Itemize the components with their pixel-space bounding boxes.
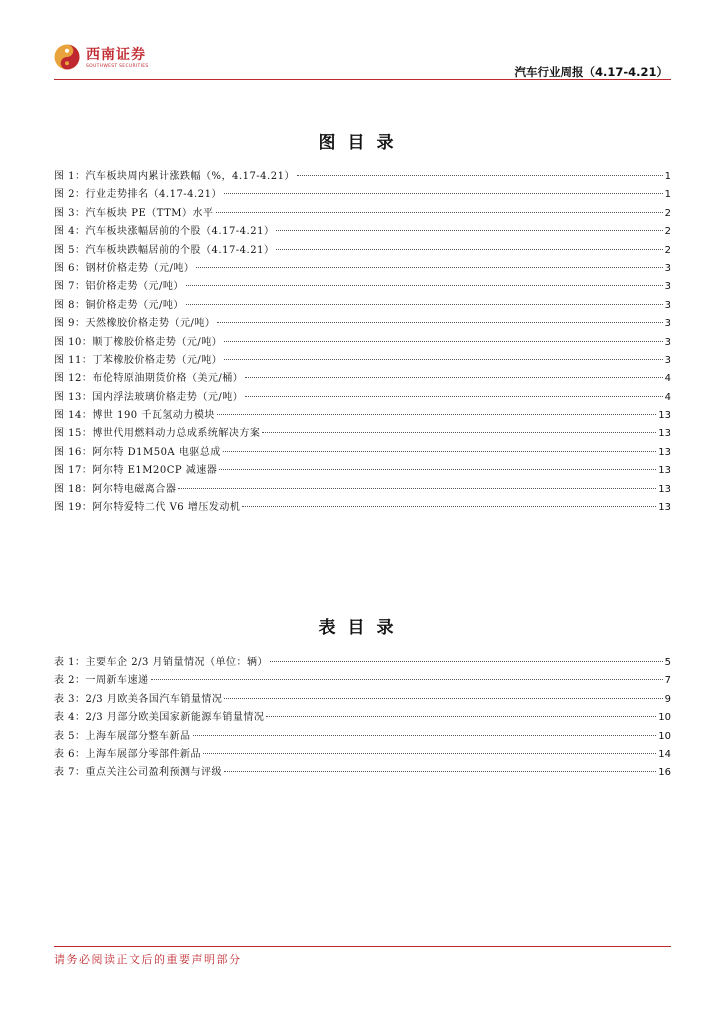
- toc-dot-leader: [186, 303, 663, 305]
- toc-entry-page: 16: [658, 767, 671, 779]
- table-toc-heading: 表目录: [318, 618, 406, 638]
- toc-dot-leader: [151, 678, 663, 680]
- toc-entry-page: 1: [664, 171, 671, 182]
- toc-entry-label: 图 10：顺丁橡胶价格走势（元/吨）: [54, 336, 223, 348]
- logo-chinese-name: 西南证券: [86, 47, 146, 63]
- toc-dot-leader: [297, 174, 663, 176]
- toc-entry-label: 图 4：汽车板块涨幅居前的个股（4.17-4.21）: [54, 226, 275, 238]
- toc-dot-leader: [245, 376, 662, 378]
- toc-entry[interactable]: [54, 278, 671, 296]
- toc-entry-label: 图 9：天然橡胶价格走势（元/吨）: [54, 318, 216, 330]
- toc-entry[interactable]: [54, 709, 671, 727]
- toc-entry-page: 13: [658, 483, 671, 495]
- toc-entry[interactable]: [54, 654, 671, 672]
- toc-entry-label: 图 15：博世代用燃料动力总成系统解决方案: [54, 428, 261, 440]
- toc-entry-page: 14: [658, 748, 671, 760]
- toc-entry[interactable]: [54, 764, 671, 782]
- toc-entry-page: 3: [664, 318, 671, 330]
- toc-entry[interactable]: [54, 205, 671, 223]
- toc-entry-label: 图 7：铝价格走势（元/吨）: [54, 281, 184, 293]
- toc-dot-leader: [245, 395, 662, 397]
- toc-entry-page: 3: [664, 354, 671, 366]
- toc-dot-leader: [224, 770, 656, 772]
- toc-dot-leader: [203, 752, 656, 754]
- toc-dot-leader: [223, 450, 656, 452]
- toc-entry-page: 3: [664, 281, 671, 293]
- toc-entry-page: 13: [658, 446, 671, 458]
- toc-entry[interactable]: [54, 168, 671, 186]
- page-header: [0, 0, 724, 82]
- toc-entry[interactable]: [54, 407, 671, 425]
- toc-entry[interactable]: [54, 389, 671, 407]
- report-title: 汽车行业周报（4.17-4.21）: [514, 65, 668, 79]
- toc-entry-page: 13: [658, 465, 671, 477]
- company-logo: [54, 44, 154, 74]
- toc-entry[interactable]: [54, 672, 671, 690]
- figure-toc-heading: 图目录: [318, 133, 406, 153]
- toc-entry-page: 2: [664, 226, 671, 238]
- toc-entry-page: 2: [664, 244, 671, 256]
- toc-entry-page: 2: [664, 207, 671, 219]
- toc-dot-leader: [224, 192, 663, 194]
- table-toc-list: [54, 654, 671, 783]
- toc-dot-leader: [217, 321, 662, 323]
- toc-entry-page: 13: [658, 428, 671, 440]
- figure-toc-list: [54, 168, 671, 517]
- toc-entry-label: 图 11：丁苯橡胶价格走势（元/吨）: [54, 354, 223, 366]
- toc-entry[interactable]: [54, 315, 671, 333]
- toc-dot-leader: [196, 266, 662, 268]
- toc-entry-label: 表 2：一周新车速递: [54, 675, 149, 687]
- toc-entry[interactable]: [54, 352, 671, 370]
- toc-dot-leader: [266, 715, 656, 717]
- toc-dot-leader: [224, 340, 662, 342]
- toc-dot-leader: [224, 358, 662, 360]
- footer-disclaimer: 请务必阅读正文后的重要声明部分: [54, 953, 242, 966]
- toc-entry-page: 9: [664, 693, 671, 705]
- toc-entry-page: 3: [664, 299, 671, 311]
- toc-dot-leader: [262, 431, 656, 433]
- toc-entry[interactable]: [54, 186, 671, 204]
- header-divider: [54, 79, 671, 80]
- toc-entry-label: 表 1：主要车企 2/3 月销量情况（单位：辆）: [54, 657, 268, 668]
- toc-entry-page: 4: [664, 391, 671, 403]
- toc-entry-label: 表 7：重点关注公司盈利预测与评级: [54, 767, 223, 779]
- toc-dot-leader: [216, 211, 663, 213]
- toc-entry-label: 图 1：汽车板块周内累计涨跌幅（%，4.17-4.21）: [54, 171, 295, 182]
- toc-entry[interactable]: [54, 334, 671, 352]
- toc-entry-page: 5: [664, 657, 671, 668]
- toc-entry-label: 图 2：行业走势排名（4.17-4.21）: [54, 189, 222, 201]
- toc-entry[interactable]: [54, 260, 671, 278]
- toc-entry-label: 图 19：阿尔特爱特二代 V6 增压发动机: [54, 502, 241, 514]
- toc-entry-page: 1: [664, 189, 671, 201]
- toc-entry-page: 4: [664, 373, 671, 385]
- logo-emblem-icon: [54, 44, 80, 70]
- toc-entry-label: 图 5：汽车板块跌幅居前的个股（4.17-4.21）: [54, 244, 275, 256]
- toc-entry-page: 7: [664, 675, 671, 687]
- toc-entry[interactable]: [54, 425, 671, 443]
- toc-entry[interactable]: [54, 462, 671, 480]
- toc-entry[interactable]: [54, 481, 671, 499]
- toc-entry-page: 10: [658, 712, 671, 724]
- toc-entry[interactable]: [54, 242, 671, 260]
- toc-entry-page: 13: [658, 502, 671, 514]
- toc-entry[interactable]: [54, 444, 671, 462]
- toc-entry[interactable]: [54, 223, 671, 241]
- toc-dot-leader: [193, 734, 657, 736]
- toc-dot-leader: [224, 697, 662, 699]
- toc-entry[interactable]: [54, 370, 671, 388]
- toc-entry-label: 图 6：钢材价格走势（元/吨）: [54, 262, 195, 274]
- toc-entry[interactable]: [54, 297, 671, 315]
- toc-entry[interactable]: [54, 499, 671, 517]
- toc-entry-label: 图 16：阿尔特 D1M50A 电驱总成: [54, 446, 221, 458]
- toc-entry-label: 图 3：汽车板块 PE（TTM）水平: [54, 207, 214, 219]
- toc-entry-label: 表 4：2/3 月部分欧美国家新能源车销量情况: [54, 712, 265, 724]
- toc-entry-label: 图 14：博世 190 千瓦氢动力模块: [54, 410, 215, 422]
- toc-entry[interactable]: [54, 746, 671, 764]
- toc-dot-leader: [270, 660, 663, 662]
- toc-entry-label: 图 17：阿尔特 E1M20CP 减速器: [54, 465, 218, 477]
- toc-dot-leader: [276, 248, 662, 250]
- toc-entry-label: 图 8：铜价格走势（元/吨）: [54, 299, 184, 311]
- toc-dot-leader: [242, 505, 656, 507]
- toc-entry-label: 图 13：国内浮法玻璃价格走势（元/吨）: [54, 391, 244, 403]
- toc-dot-leader: [178, 487, 656, 489]
- toc-entry[interactable]: [54, 728, 671, 746]
- toc-dot-leader: [217, 413, 656, 415]
- toc-entry-label: 表 3：2/3 月欧美各国汽车销量情况: [54, 693, 223, 705]
- toc-dot-leader: [186, 284, 663, 286]
- toc-entry-page: 3: [664, 336, 671, 348]
- toc-dot-leader: [276, 229, 662, 231]
- toc-dot-leader: [219, 468, 656, 470]
- toc-entry-page: 10: [658, 730, 671, 742]
- footer-divider: [54, 946, 671, 947]
- toc-entry-label: 表 6：上海车展部分零部件新品: [54, 748, 202, 760]
- toc-entry-label: 图 18：阿尔特电磁离合器: [54, 483, 177, 495]
- toc-entry-label: 表 5：上海车展部分整车新品: [54, 730, 191, 742]
- toc-entry-page: 3: [664, 262, 671, 274]
- toc-entry[interactable]: [54, 691, 671, 709]
- logo-english-name: SOUTHWEST SECURITIES: [86, 64, 149, 69]
- toc-entry-page: 13: [658, 410, 671, 422]
- toc-entry-label: 图 12：布伦特原油期货价格（美元/桶）: [54, 373, 244, 385]
